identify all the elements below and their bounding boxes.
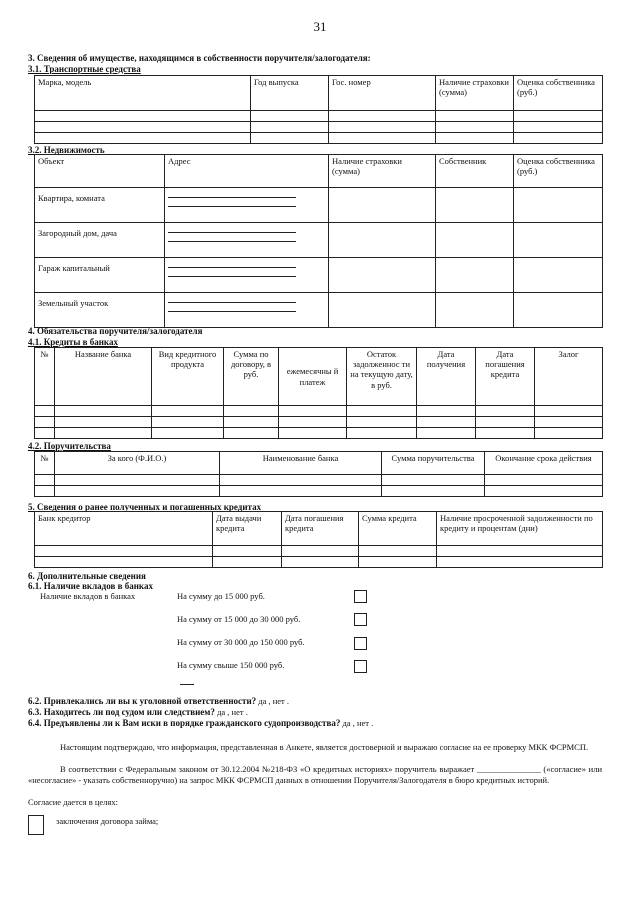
section-4-1-title: 4.1. Кредиты в банках: [28, 337, 118, 347]
guarantees-header-expiry: Окончание срока действия: [485, 452, 603, 475]
vehicles-header-plate: Гос. номер: [329, 76, 436, 111]
purpose-checkbox[interactable]: [28, 815, 44, 835]
loans-header-product: Вид кредитного продукта: [152, 348, 224, 406]
consent-paragraph-3: Согласие дается в целях:: [28, 797, 118, 807]
realty-header-valuation: Оценка собственника (руб.): [514, 155, 603, 188]
table-row: [35, 111, 603, 122]
vehicles-header-valuation: Оценка собственника (руб.): [514, 76, 603, 111]
past-header-repay-date: Дата погашения кредита: [282, 512, 359, 546]
table-row: [35, 133, 603, 144]
table-row: [35, 223, 603, 258]
realty-row-apartment: Квартира, комната: [35, 188, 165, 223]
address-field[interactable]: [165, 223, 329, 258]
realty-row-garage: Гараж капитальный: [35, 258, 165, 293]
question-6-2-answer[interactable]: да , нет .: [258, 696, 290, 706]
table-row: [35, 428, 603, 439]
table-row: [35, 486, 603, 497]
section-3-title: 3. Сведения об имуществе, находящимся в собственности поручителя/залогодателя:: [28, 53, 371, 63]
table-row: [35, 122, 603, 133]
table-row: [35, 293, 603, 328]
question-6-2: 6.2. Привлекались ли вы к уголовной ответственности? да , нет .: [28, 696, 290, 706]
vehicles-header-year: Год выпуска: [251, 76, 329, 111]
vehicles-header-model: Марка, модель: [35, 76, 251, 111]
loans-header-number: №: [35, 348, 55, 406]
deposit-checkbox-2[interactable]: [354, 613, 367, 626]
past-header-amount: Сумма кредита: [359, 512, 437, 546]
question-6-4-answer[interactable]: да , нет .: [342, 718, 374, 728]
section-6-title: 6. Дополнительные сведения: [28, 571, 146, 581]
guarantees-header-person: За кого (Ф.И.О.): [55, 452, 220, 475]
section-3-2-title: 3.2. Недвижимость: [28, 145, 105, 155]
section-3-1-title: 3.1. Транспортные средства: [28, 64, 141, 74]
deposit-checkbox-1[interactable]: [354, 590, 367, 603]
guarantees-header-number: №: [35, 452, 55, 475]
past-header-overdue: Наличие просроченной задолженности по кредиту и процентам (дни): [437, 512, 603, 546]
section-4-2-title: 4.2. Поручительства: [28, 441, 111, 451]
purpose-label: заключения договора займа;: [56, 816, 159, 826]
vehicles-header-insurance: Наличие страховки (сумма): [436, 76, 514, 111]
bank-loans-table: [34, 347, 603, 439]
loans-header-monthly: ежемесячны й платеж: [279, 348, 347, 406]
loans-header-collateral: Залог: [535, 348, 603, 406]
guarantees-header-amount: Сумма поручительства: [382, 452, 485, 475]
deposit-checkbox-4[interactable]: [354, 660, 367, 673]
table-row: [35, 475, 603, 486]
loans-header-bank: Название банка: [55, 348, 152, 406]
loans-header-balance: Остаток задолженнос ти на текущую дату, в руб.: [347, 348, 417, 406]
table-row: [35, 258, 603, 293]
realty-row-country-house: Загородный дом, дача: [35, 223, 165, 258]
deposit-option-2: На сумму от 15 000 до 30 000 руб.: [177, 614, 301, 624]
realty-header-owner: Собственник: [436, 155, 514, 188]
deposit-option-4: На сумму свыше 150 000 руб.: [177, 660, 285, 670]
consent-paragraph-1: Настоящим подтверждаю, что информация, представленная в Анкете, является достоверной и выражаю согласие на ее проверку МКК ФСРМСП.: [60, 742, 589, 752]
section-4-title: 4. Обязательства поручителя/залогодателя: [28, 326, 203, 336]
divider: [180, 684, 194, 685]
question-6-4: 6.4. Предъявлены ли к Вам иски в порядке гражданского судопроизводства? да , нет .: [28, 718, 374, 728]
page-number: 31: [313, 19, 327, 34]
vehicles-table: [34, 75, 603, 144]
address-field[interactable]: [165, 188, 329, 223]
section-5-title: 5. Сведения о ранее полученных и погашенных кредитах: [28, 502, 262, 512]
table-row: [35, 546, 603, 557]
section-6-1-title: 6.1. Наличие вкладов в банках: [28, 581, 153, 591]
past-header-issue-date: Дата выдачи кредита: [213, 512, 282, 546]
deposit-option-3: На сумму от 30 000 до 150 000 руб.: [177, 637, 305, 647]
loans-header-repayment: Дата погашения кредита: [476, 348, 535, 406]
address-field[interactable]: [165, 258, 329, 293]
guarantees-header-bank: Наименование банка: [220, 452, 382, 475]
consent-paragraph-2: В соответствии с Федеральным законом от 30.12.2004 №218-ФЗ «О кредитных историях» поручитель выражает _______________ («согласие» или «несогласие» - указать собственноручно) на запрос МКК ФСРМСП данных в отношении Поручителя/Залогодателя в бюро кредитных историй.: [28, 764, 602, 786]
table-row: [35, 406, 603, 417]
deposit-option-1: На сумму до 15 000 руб.: [177, 591, 265, 601]
loans-header-amount: Сумма по договору, в руб.: [224, 348, 279, 406]
table-row: [35, 188, 603, 223]
deposits-label: Наличие вкладов в банках: [40, 591, 136, 601]
realty-row-land: Земельный участок: [35, 293, 165, 328]
table-row: [35, 557, 603, 568]
address-field[interactable]: [165, 293, 329, 328]
past-header-creditor: Банк кредитор: [35, 512, 213, 546]
realty-header-address: Адрес: [165, 155, 329, 188]
deposit-checkbox-3[interactable]: [354, 637, 367, 650]
real-estate-table: [34, 154, 603, 328]
past-loans-table: [34, 511, 603, 568]
loans-header-received: Дата получения: [417, 348, 476, 406]
realty-header-insurance: Наличие страховки (сумма): [329, 155, 436, 188]
question-6-3-answer[interactable]: да , нет .: [217, 707, 248, 717]
realty-header-object: Объект: [35, 155, 165, 188]
guarantees-table: [34, 451, 603, 497]
question-6-3: 6.3. Находитесь ли под судом или следствием? да , нет .: [28, 707, 248, 717]
table-row: [35, 417, 603, 428]
